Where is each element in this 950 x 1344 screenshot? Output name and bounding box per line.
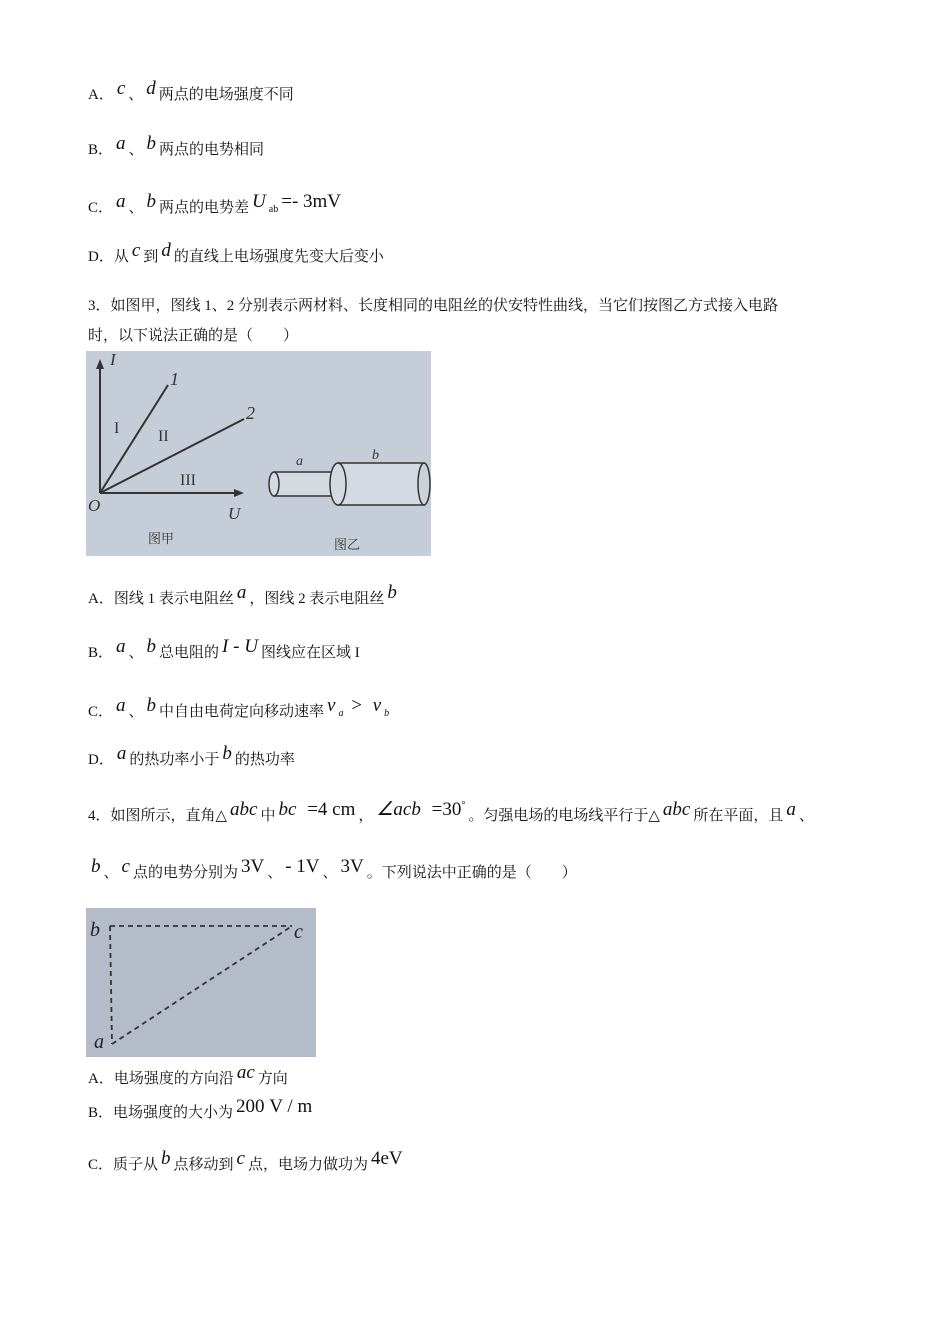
- q2-option-b: B． a 、 b 两点的电势相同: [88, 133, 265, 158]
- q3-stem-line1: 3．如图甲，图线 1、2 分别表示两材料、长度相同的电阻丝的伏安特性曲线，当它们按图乙方式接入电路: [88, 298, 779, 314]
- q3-figure: [86, 351, 431, 556]
- q3-option-b: B． a 、 b 总电阻的 I - U 图线应在区域 I: [88, 636, 360, 661]
- point-b-label: b: [90, 919, 100, 941]
- point-c-label: c: [294, 921, 303, 943]
- right-triangle: [86, 908, 316, 1057]
- side-ac: [112, 926, 292, 1044]
- var-d: d: [146, 78, 156, 99]
- q3-option-c: C． a 、 b 中自由电荷定向移动速率 v a > v b: [88, 695, 390, 720]
- q3-option-a: A．图线 1 表示电阻丝 a ，图线 2 表示电阻丝 b: [88, 582, 397, 607]
- q3-option-d: D． a 的热功率小于 b 的热功率: [88, 743, 295, 768]
- q4-triangle-figure: [86, 908, 316, 1057]
- q2-option-d: D．从 c 到 d 的直线上电场强度先变大后变小: [88, 240, 384, 265]
- region-ii-label: II: [158, 428, 169, 445]
- axis-i-label: I: [110, 351, 116, 369]
- q4-option-a: A．电场强度的方向沿 ac 方向: [88, 1062, 288, 1087]
- wire-b-label: b: [372, 448, 379, 463]
- iu-graph-and-wires: [86, 351, 431, 556]
- wire-b: [330, 463, 430, 505]
- q2-option-a: A． c 、 d 两点的电场强度不同: [88, 78, 294, 103]
- line-2-label: 2: [246, 403, 255, 423]
- region-i-label: I: [114, 420, 120, 437]
- point-a-label: a: [94, 1031, 104, 1053]
- side-ab: [110, 926, 112, 1044]
- u-axis-arrow: [234, 489, 244, 497]
- q4-option-b: B．电场强度的大小为 200 V / m: [88, 1096, 313, 1121]
- caption-right: 图乙: [334, 538, 361, 553]
- caption-left: 图甲: [148, 532, 175, 547]
- origin-label: O: [88, 496, 101, 515]
- curve-2: [100, 419, 244, 493]
- wire-a: [269, 472, 332, 496]
- region-iii-label: III: [180, 472, 196, 489]
- q3-stem-line2: 时，以下说法正确的是（ ）: [88, 328, 299, 344]
- i-axis-arrow: [96, 359, 104, 369]
- axis-u-label: U: [228, 504, 241, 523]
- q4-stem-line2: b 、 c 点的电势分别为 3V 、 - 1V 、 3V 。下列说法中正确的是（ ）: [91, 856, 577, 881]
- wire-a-label: a: [296, 454, 303, 469]
- q4-option-c: C．质子从 b 点移动到 c 点，电场力做功为 4eV: [88, 1148, 403, 1173]
- q4-stem-line1: 4．如图所示，直角△ abc 中 bc =4 cm ， ∠acb =30°。匀强电场的电场线平行于△ abc 所在平面，且 a 、: [88, 799, 814, 824]
- line-1-label: 1: [170, 369, 179, 389]
- q2-option-c: C． a 、 b 两点的电势差 U ab =- 3mV: [88, 191, 342, 216]
- var-c: c: [116, 78, 126, 99]
